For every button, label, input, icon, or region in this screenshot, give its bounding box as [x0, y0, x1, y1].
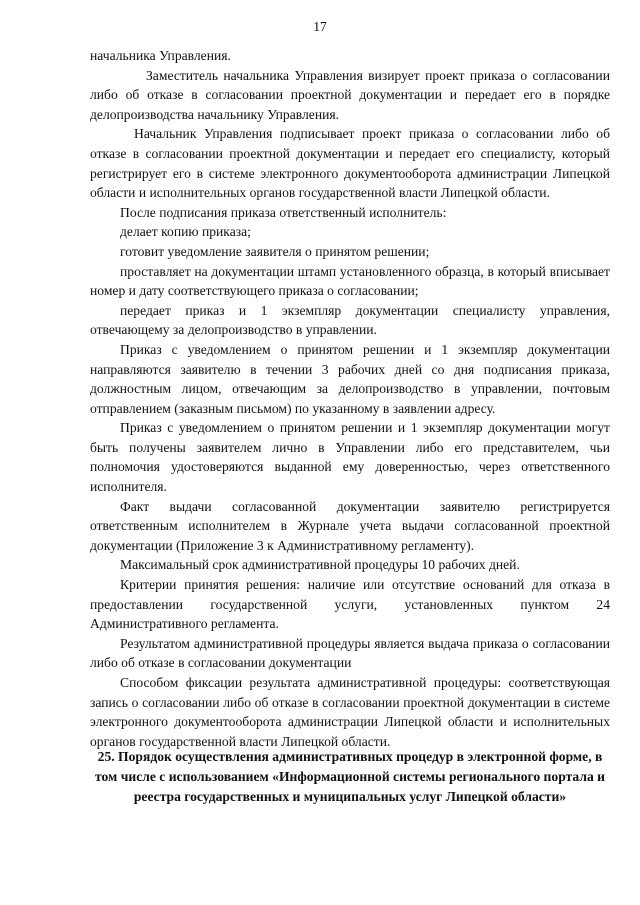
paragraph-result: Результатом административной процедуры является выдача приказа о согласовании либо об отказе в согласовании документации	[90, 635, 610, 671]
paragraph-mailing: Приказ с уведомлением о принятом решении и 1 экземпляр документации направляются заявителю в течении 3 рабочих дней со дня подписания приказа, должностным лицом, отвечающим за делопроизводство в управлении, почтовым отправлением (заказным письмом) по указанному в заявлении адресу.	[90, 341, 610, 416]
page-number: 17	[313, 19, 327, 34]
paragraph-after-signing: После подписания приказа ответственный исполнитель:	[120, 204, 447, 220]
paragraph-deputy-visa: Заместитель начальника Управления визирует проект приказа о согласовании либо об отказе в согласовании проектной документации и передает его в порядке делопроизводства начальнику Управления.	[90, 67, 610, 122]
paragraph-personal-pickup: Приказ с уведомлением о принятом решении и 1 экземпляр документации могут быть получены заявителем лично в Управлении либо его представителем, чьи полномочия удостоверяются выданной ему доверенностью, через ответственного исполнителя.	[90, 420, 610, 495]
list-item-transfer: передает приказ и 1 экземпляр документации специалисту управления, отвечающему за делопроизводство в управлении.	[90, 302, 610, 338]
list-item-copy: делает копию приказа;	[120, 224, 251, 240]
paragraph-registration: Факт выдачи согласованной документации заявителю регистрируется ответственным исполнителем в Журнале учета выдачи согласованной проектной документации (Приложение 3 к Административному регламенту).	[90, 498, 610, 553]
paragraph-head-signs: Начальник Управления подписывает проект приказа о согласовании либо об отказе в согласовании проектной документации и передает его специалисту, который регистрирует его в системе электронного документооборота администрации Липецкой области и исполнительных органов государственной власти Липецкой области.	[90, 126, 610, 201]
paragraph-continuation: начальника Управления.	[90, 48, 231, 63]
list-item-notification: готовит уведомление заявителя о принятом решении;	[120, 243, 430, 259]
paragraph-fixation: Способом фиксации результата административной процедуры: соответствующая запись о согласовании либо об отказе в согласовании проектной документации в системе электронного документооборота администрации Липецкой области и исполнительных органов государственной власти Липецкой области.	[90, 675, 610, 749]
list-item-stamp: проставляет на документации штамп установленного образца, в который вписывает номер и дату соответствующего приказа о согласовании;	[90, 263, 610, 299]
document-body	[90, 46, 610, 751]
paragraph-max-term: Максимальный срок административной процедуры 10 рабочих дней.	[120, 557, 520, 573]
paragraph-criteria: Критерии принятия решения: наличие или отсутствие оснований для отказа в предоставлении государственной услуги, установленных пунктом 24 Административного регламента.	[90, 577, 610, 632]
section-heading: 25. Порядок осуществления административных процедур в электронной форме, в том числе с использованием «Информационной системы регионального портала и реестра государственных и муниципальных услуг Липецкой области»	[95, 749, 605, 804]
